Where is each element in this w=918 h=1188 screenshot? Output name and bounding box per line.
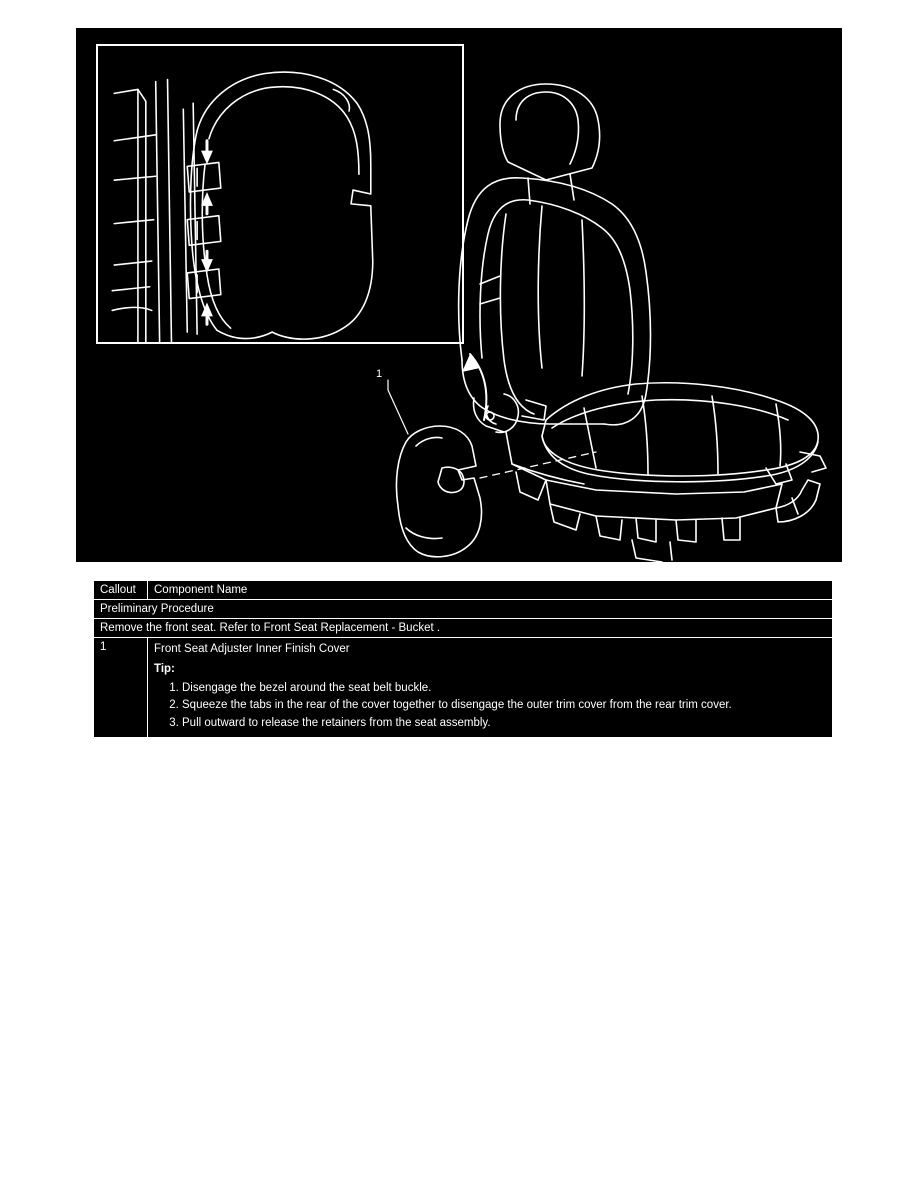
detail-inset-box bbox=[96, 44, 464, 344]
row-callout-number: 1 bbox=[94, 638, 148, 738]
component-name-text: Front Seat Adjuster Inner Finish Cover bbox=[154, 643, 350, 655]
table-row-preliminary-text bbox=[94, 619, 833, 638]
tip-label: Tip: bbox=[154, 663, 175, 675]
table-row bbox=[94, 638, 833, 738]
header-callout: Callout bbox=[94, 581, 148, 600]
callout-number-1: 1 bbox=[376, 368, 383, 380]
list-item: 3. Pull outward to release the retainers from the seat assembly. bbox=[182, 716, 826, 730]
component-table bbox=[93, 580, 833, 738]
row-component-details bbox=[148, 638, 833, 738]
list-item: 1. Disengage the bezel around the seat belt buckle. bbox=[182, 681, 826, 695]
header-component-name: Component Name bbox=[148, 581, 833, 600]
detail-inset-drawing bbox=[98, 46, 462, 342]
tip-step-list bbox=[154, 681, 826, 730]
table-header-row bbox=[94, 581, 833, 600]
list-item: 2. Squeeze the tabs in the rear of the cover together to disengage the outer trim cover from the rear trim cover. bbox=[182, 698, 826, 712]
preliminary-procedure-text: Remove the front seat. Refer to Front Seat Replacement - Bucket . bbox=[94, 619, 833, 638]
illustration-panel bbox=[76, 28, 842, 562]
table-row-preliminary-title bbox=[94, 600, 833, 619]
preliminary-procedure-title: Preliminary Procedure bbox=[94, 600, 833, 619]
